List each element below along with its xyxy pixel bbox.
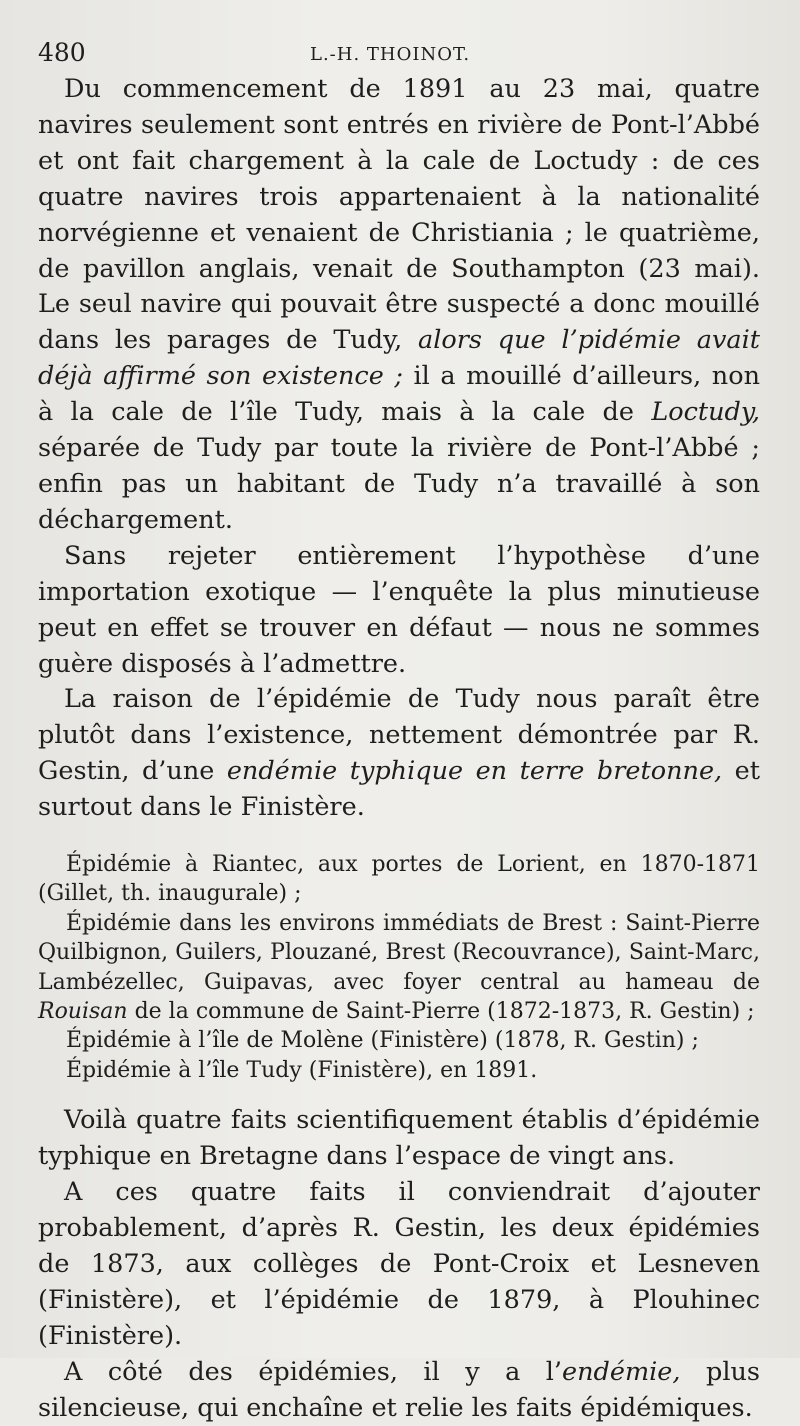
paragraph-4: Voilà quatre faits scientifiquement établis d’épidémie typhique en Bretagne dans l’espace de vingt ans. — [38, 1105, 760, 1172]
list-item: Épidémie à l’île de Molène (Finistère) (1878, R. Gestin) ; — [66, 1028, 699, 1054]
page-number: 480 — [38, 38, 86, 67]
list-item-text-a: Épidémie dans les environs immédiats de Brest : Saint-Pierre Quilbignon, Guilers, Plouzané, Brest (Recouvrance), Saint-Marc, Lambézellec, Guipavas, avec foyer central au hameau de — [38, 910, 760, 995]
paragraph-1-text-a: Du commencement de 1891 au 23 mai, quatre navires seulement sont entrés en rivière de Pont-l’Abbé et ont fait chargement à la cale de Loctudy : de ces quatre navires trois appartenaient à la nationalité norvégienne et venaient de Christiania ; le quatrième, de pavillon anglais, venait de Southampton (23 mai). Le seul navire qui pouvait être suspecté a donc mouillé dans les parages de Tudy, — [38, 74, 760, 356]
running-head — [38, 38, 760, 72]
paragraph-3-italic: endémie typhique en terre bretonne, — [226, 756, 723, 787]
paragraph-2: Sans rejeter entièrement l’hypothèse d’une importation exotique — l’enquête la plus minutieuse peut en effet se trouver en défaut — nous ne sommes guère disposés à l’admettre. — [38, 540, 760, 679]
list-item: Épidémie à Riantec, aux portes de Lorient, en 1870-1871 (Gillet, th. inaugurale) ; — [38, 852, 760, 907]
paragraph-6 — [38, 1355, 760, 1426]
header-author: L.-H. THOINOT. — [310, 44, 471, 65]
list-item — [38, 909, 760, 1027]
list-item: Épidémie à l’île Tudy (Finistère), en 1891. — [66, 1057, 538, 1083]
list-item-text-b: de la commune de Saint-Pierre (1872-1873, R. Gestin) ; — [127, 999, 755, 1025]
paragraph-5: A ces quatre faits il conviendrait d’ajouter probablement, d’après R. Gestin, les deux épidémies de 1873, aux collèges de Pont-Croix et Lesneven (Finistère), et l’épidémie de 1879, à Plouhinec (Finistère). — [38, 1177, 760, 1351]
epidemic-list — [38, 850, 760, 1085]
list-item-italic: Rouisan — [38, 999, 128, 1025]
paragraph-1 — [38, 72, 760, 539]
paragraph-1-text-c: séparée de Tudy par toute la rivière de Pont-l’Abbé ; enfin pas un habitant de Tudy n’a travaillé à son déchargement. — [38, 433, 760, 535]
paragraph-3 — [38, 682, 760, 826]
paragraph-1-text-b: il a mouillé d’ailleurs, non à la cale de l’île Tudy, mais à la cale de — [38, 361, 760, 428]
paragraph-6-italic: endémie, — [562, 1356, 681, 1387]
paragraph-3-text-a: La raison de l’épidémie de Tudy nous paraît être plutôt dans l’existence, nettement démontrée par R. Gestin, d’une — [38, 684, 760, 787]
body-text — [38, 72, 760, 826]
paragraph-1-italic-b: Loctudy, — [651, 397, 760, 428]
body-text-continued — [38, 1103, 760, 1426]
paragraph-3-text-b: et surtout dans le Finistère. — [38, 756, 760, 823]
paragraph-6-text-a: A côté des épidémies, il y a l’ — [64, 1356, 563, 1387]
paragraph-6-text-b: plus silencieuse, qui enchaîne et relie les faits épidémiques. — [38, 1356, 760, 1423]
paragraph-1-italic-a: alors que l’pidémie avait déjà affirmé son existence ; — [38, 325, 760, 392]
